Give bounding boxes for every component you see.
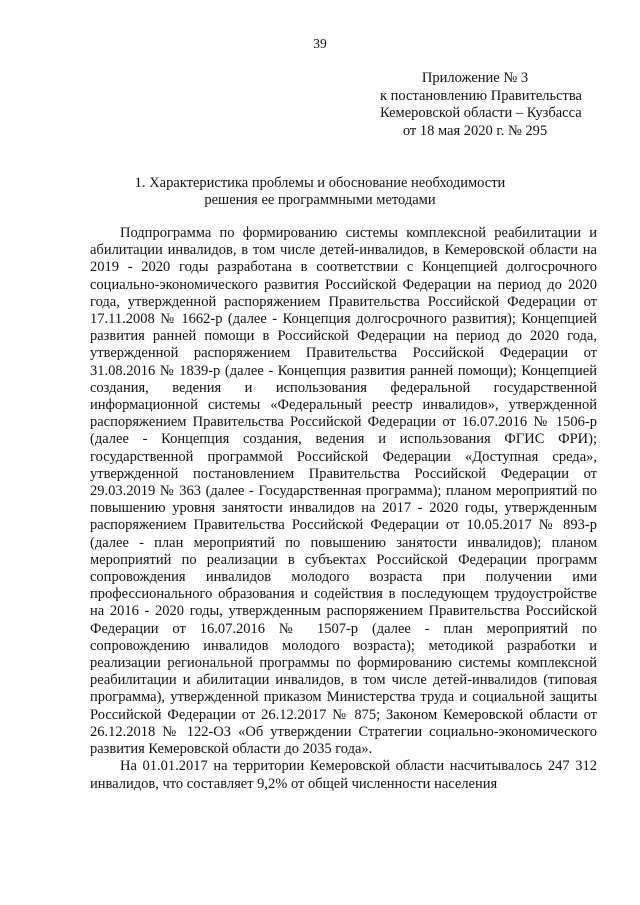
section-heading-line-2: решения ее программными методами [204,191,436,208]
appendix-line-2: к постановлению Правительства [380,87,582,104]
page-number: 39 [313,36,327,51]
appendix-header [380,70,582,140]
appendix-line-3: Кемеровской области – Кузбасса [380,105,582,121]
section-heading-line-1: 1. Характеристика проблемы и обоснование необходимости [134,175,506,191]
appendix-line-1: Приложение № 3 [421,70,529,86]
appendix-line-4: от 18 мая 2020 г. № 295 [402,122,548,139]
body-paragraph: На 01.01.2017 на территории Кемеровской области насчитывалось 247 312 инвалидов, что составляет 9,2% от общей численности населения [90,758,597,792]
section-heading [0,175,640,208]
document-body [90,225,597,793]
body-paragraph: Подпрограмма по формированию системы комплексной реабилитации и абилитации инвалидов, в том числе детей-инвалидов, в Кемеровской области на 2019 - 2020 годы разработана в соответствии с Концепцией долгосрочного социально-экономического развития Российской Федерации на период до 2020 года, утвержденной распоряжением Правительства Российской Федерации от 17.11.2008 № 1662-р (далее - Концепция долгосрочного развития); Концепцией развития ранней помощи в Российской Федерации на период до 2020 года, утвержденной распоряжением Правительства Российской Федерации от 31.08.2016 № 1839-р (далее - Концепция развития ранней помощи); Концепцией создания, ведения и использования федеральной государственной информационной системы «Федеральный реестр инвалидов», утвержденной распоряжением Правительства Российской Федерации от 16.07.2016 № 1506-р (далее - Концепция создания, ведения и использования ФГИС ФРИ); государственной программой Российской Федерации «Доступная среда», утвержденной постановлением Правительства Российской Федерации от 29.03.2019 № 363 (далее - Государственная программа); планом мероприятий по повышению уровня занятости инвалидов на 2017 - 2020 годы, утвержденным распоряжением Правительства Российской Федерации от 10.05.2017 № 893-р (далее - план мероприятий по повышению занятости инвалидов); планом мероприятий по реализации в субъектах Российской Федерации программ сопровождения инвалидов молодого возраста при получении ими профессионального образования и содействия в последующем трудоустройстве на 2016 - 2020 годы, утвержденным распоряжением Правительства Российской Федерации от 16.07.2016 № 1507-р (далее - план мероприятий по сопровождению инвалидов молодого возраста); методикой разработки и реализации региональной программы по формированию системы комплексной реабилитации и абилитации инвалидов, в том числе детей-инвалидов (типовая программа), утвержденной приказом Министерства труда и социальной защиты Российской Федерации от 26.12.2017 № 875; Законом Кемеровской области от 26.12.2018 № 122-ОЗ «Об утверждении Стратегии социально-экономического развития Кемеровской области до 2035 года». [90,225,597,758]
